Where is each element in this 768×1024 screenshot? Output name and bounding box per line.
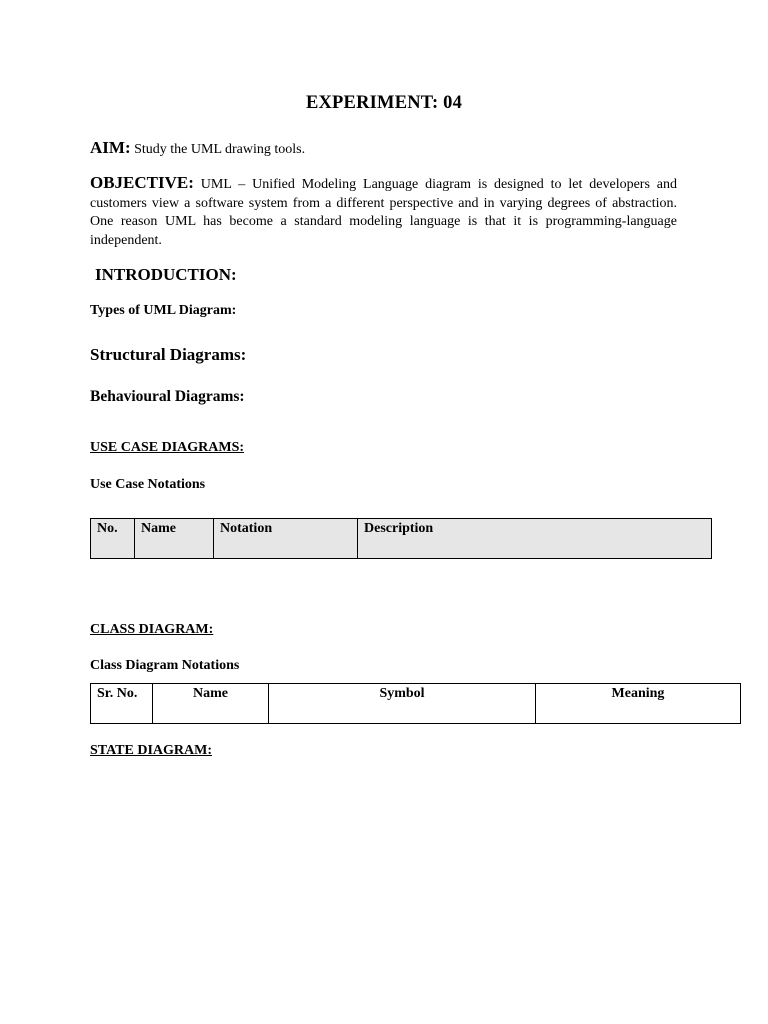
table-header-cell: Notation	[214, 519, 358, 559]
table-header-cell: Description	[358, 519, 712, 559]
aim-label: AIM:	[90, 138, 131, 157]
table-header-row	[91, 684, 741, 724]
use-case-diagrams-heading: USE CASE DIAGRAMS:	[90, 440, 245, 455]
table-header-row	[91, 519, 712, 559]
class-diagram-notations-table	[90, 683, 741, 724]
table-header-cell: Name	[153, 684, 269, 724]
table-header-cell: Symbol	[269, 684, 536, 724]
structural-diagrams-heading: Structural Diagrams:	[90, 345, 247, 364]
use-case-notations-heading: Use Case Notations	[90, 477, 206, 492]
behavioural-diagrams-heading: Behavioural Diagrams:	[90, 388, 245, 405]
table-header-cell: No.	[91, 519, 135, 559]
objective-paragraph	[90, 174, 677, 250]
types-of-uml-heading: Types of UML Diagram:	[90, 303, 237, 318]
aim-paragraph	[90, 138, 305, 158]
aim-text: Study the UML drawing tools.	[130, 142, 306, 157]
table-header-cell: Meaning	[536, 684, 741, 724]
class-diagram-heading: CLASS DIAGRAM:	[90, 622, 214, 637]
objective-label: OBJECTIVE:	[90, 173, 194, 192]
use-case-notations-table	[90, 518, 712, 559]
introduction-heading: INTRODUCTION:	[95, 265, 237, 284]
table-header-cell: Sr. No.	[91, 684, 153, 724]
table-header-cell: Name	[135, 519, 214, 559]
state-diagram-heading: STATE DIAGRAM:	[90, 743, 212, 758]
document-title: EXPERIMENT: 04	[305, 93, 463, 113]
class-diagram-notations-heading: Class Diagram Notations	[90, 658, 240, 673]
objective-text: UML – Unified Modeling Language diagram is designed to let developers and customers view a software system from a different perspective and in varying degrees of abstraction. One reason UML has become a standard modeling language is that it is programming-language independent.	[90, 177, 677, 248]
